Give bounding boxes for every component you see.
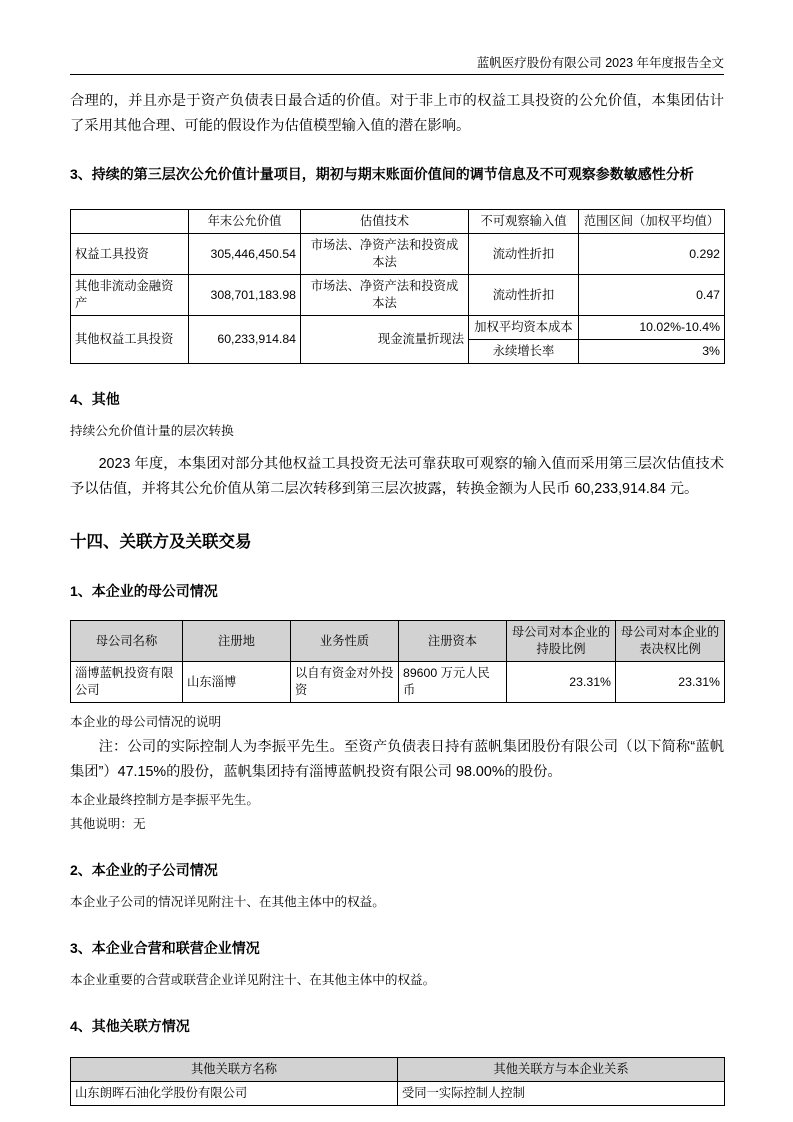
col-header-fair-value: 年末公允价值 xyxy=(189,210,301,234)
cell-business-nature: 以自有资金对外投资 xyxy=(291,662,399,703)
fair-value-table xyxy=(70,209,725,364)
col-header-item xyxy=(71,210,189,234)
section-14-heading: 十四、关联方及关联交易 xyxy=(70,533,252,551)
table-header-row xyxy=(71,1058,725,1082)
cell-input-growth: 永续增长率 xyxy=(469,340,579,364)
page-content xyxy=(70,55,724,1106)
table-header-row xyxy=(71,210,725,234)
section-4-subtitle: 持续公允价值计量的层次转换 xyxy=(70,424,234,438)
cell-item: 权益工具投资 xyxy=(71,234,189,275)
col-header-input: 不可观察输入值 xyxy=(469,210,579,234)
cell-range: 0.292 xyxy=(579,234,725,275)
cell-technique: 市场法、净资产法和投资成本法 xyxy=(301,234,469,275)
section-14-1-heading: 1、本企业的母公司情况 xyxy=(70,583,218,599)
other-note: 其他说明：无 xyxy=(70,817,146,831)
running-header: 蓝帆医疗股份有限公司 2023 年年度报告全文 xyxy=(476,56,724,70)
parent-company-note-body: 注：公司的实际控制人为李振平先生。至资产负债表日持有蓝帆集团股份有限公司（以下简称“蓝帆集团”）47.15%的股份，蓝帆集团持有淄博蓝帆投资有限公司 98.00%的股份。 xyxy=(70,739,724,780)
cell-input: 流动性折扣 xyxy=(469,275,579,316)
cell-input-wacc: 加权平均资本成本 xyxy=(469,316,579,340)
cell-shareholding-ratio: 23.31% xyxy=(507,662,616,703)
spacer xyxy=(70,703,724,711)
parent-company-note-title: 本企业的母公司情况的说明 xyxy=(70,715,222,729)
table-row xyxy=(71,1082,725,1106)
section-14-2-heading: 2、本企业的子公司情况 xyxy=(70,862,218,878)
col-header-range: 范围区间（加权平均值） xyxy=(579,210,725,234)
cell-voting-ratio: 23.31% xyxy=(616,662,725,703)
parent-company-table-wrapper xyxy=(70,620,724,703)
parent-company-table xyxy=(70,620,725,703)
cell-parent-name: 淄博蓝帆投资有限公司 xyxy=(71,662,183,703)
cell-item: 其他非流动金融资产 xyxy=(71,275,189,316)
section-4-heading: 4、其他 xyxy=(70,391,120,407)
col-header-business-nature: 业务性质 xyxy=(291,621,399,662)
section-3-heading: 3、持续的第三层次公允价值计量项目，期初与期末账面价值间的调节信息及不可观察参数敏感性分析 xyxy=(70,166,694,182)
col-header-shareholding-ratio: 母公司对本企业的持股比例 xyxy=(507,621,616,662)
cell-range-wacc: 10.02%-10.4% xyxy=(579,316,725,340)
col-header-related-party-name: 其他关联方名称 xyxy=(71,1058,398,1082)
table-row xyxy=(71,316,725,340)
table-row xyxy=(71,234,725,275)
intro-paragraph: 合理的，并且亦是于资产负债表日最合适的价值。对于非上市的权益工具投资的公允价值，本集团估计了采用其他合理、可能的假设作为估值模型输入值的潜在影响。 xyxy=(70,93,724,134)
section-14-3-paragraph: 本企业重要的合营或联营企业详见附注十、在其他主体中的权益。 xyxy=(70,973,436,987)
spacer xyxy=(70,883,724,891)
table-row xyxy=(71,275,725,316)
cell-registered-place: 山东淄博 xyxy=(183,662,291,703)
cell-item: 其他权益工具投资 xyxy=(71,316,189,364)
section-14-3-heading: 3、本企业合营和联营企业情况 xyxy=(70,940,260,956)
fair-value-table-wrapper xyxy=(70,209,724,364)
col-header-voting-ratio: 母公司对本企业的表决权比例 xyxy=(616,621,725,662)
related-parties-table-wrapper xyxy=(70,1057,724,1106)
col-header-related-party-relation: 其他关联方与本企业关系 xyxy=(398,1058,725,1082)
spacer xyxy=(70,444,724,452)
header-divider xyxy=(70,74,724,75)
cell-technique: 现金流量折现法 xyxy=(301,316,469,364)
spacer xyxy=(70,412,724,420)
spacer xyxy=(70,961,724,969)
cell-registered-capital: 89600 万元人民币 xyxy=(399,662,507,703)
cell-related-party-name: 山东朗晖石油化学股份有限公司 xyxy=(71,1082,398,1106)
col-header-parent-name: 母公司名称 xyxy=(71,621,183,662)
cell-fair-value: 305,446,450.54 xyxy=(189,234,301,275)
col-header-registered-place: 注册地 xyxy=(183,621,291,662)
col-header-registered-capital: 注册资本 xyxy=(399,621,507,662)
cell-fair-value: 60,233,914.84 xyxy=(189,316,301,364)
table-row xyxy=(71,662,725,703)
section-4-paragraph: 2023 年度，本集团对部分其他权益工具投资无法可靠获取可观察的输入值而采用第三层次估值技术予以估值，并将其公允价值从第二层次转移到第三层次披露，转换金额为人民币 60,233,914.84 元。 xyxy=(70,456,724,497)
section-14-4-heading: 4、其他关联方情况 xyxy=(70,1018,190,1034)
related-parties-table xyxy=(70,1057,725,1106)
section-14-2-paragraph: 本企业子公司的情况详见附注十、在其他主体中的权益。 xyxy=(70,895,385,909)
cell-technique: 市场法、净资产法和投资成本法 xyxy=(301,275,469,316)
cell-fair-value: 308,701,183.98 xyxy=(189,275,301,316)
col-header-technique: 估值技术 xyxy=(301,210,469,234)
cell-related-party-relation: 受同一实际控制人控制 xyxy=(398,1082,725,1106)
cell-range-growth: 3% xyxy=(579,340,725,364)
cell-input: 流动性折扣 xyxy=(469,234,579,275)
table-header-row xyxy=(71,621,725,662)
cell-range: 0.47 xyxy=(579,275,725,316)
ultimate-controller-note: 本企业最终控制方是李振平先生。 xyxy=(70,793,259,807)
